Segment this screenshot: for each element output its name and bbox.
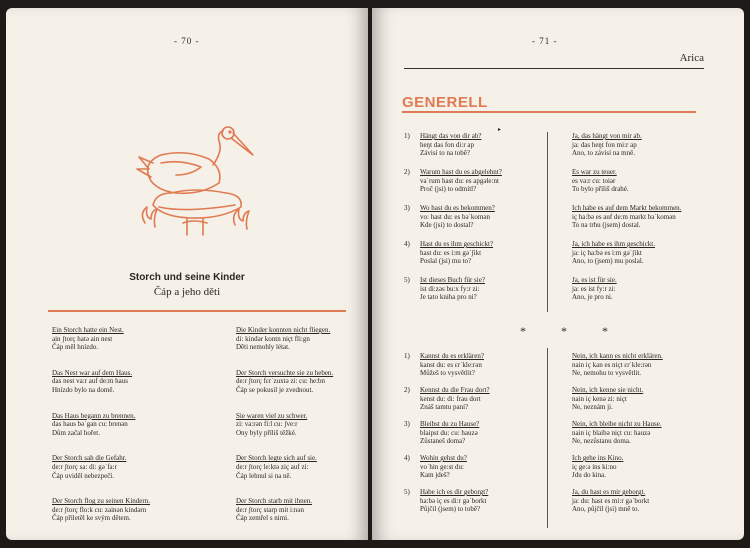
- sentence-czech: Děti nemohly létat.: [236, 343, 290, 352]
- story-column-1: [52, 326, 192, 540]
- answer-czech: Ano, to závisí na mně.: [572, 149, 635, 157]
- sentence-pronunciation: de:r ʃtorç fɛrˈzuxtə zi: cu: he:bn: [236, 377, 326, 386]
- sentence-czech: Hnízdo bylo na domě.: [52, 385, 115, 394]
- story-column-2: [236, 326, 368, 540]
- sentence-block: [236, 454, 368, 480]
- running-head: Arica: [679, 52, 704, 64]
- answer: [572, 276, 712, 302]
- sentence-german: Sie waren viel zu schwer.: [236, 411, 308, 420]
- question: [420, 276, 560, 302]
- answer-czech: To na trhu (jsem) dostal.: [572, 221, 641, 229]
- sentence-german: Der Storch sah die Gefahr.: [52, 454, 127, 463]
- section-separator: * * *: [520, 324, 624, 338]
- question-czech: Závisí to na tobě?: [420, 149, 470, 157]
- question-pronunciation: voˈhin ge:st du:: [420, 462, 464, 471]
- item-number: 4): [404, 454, 410, 462]
- answer-german: Ich gehe ins Kino.: [572, 454, 624, 462]
- answer-german: Ja, das hängt von mir ab.: [572, 132, 642, 140]
- item-number: 2): [404, 168, 410, 176]
- sentence-pronunciation: das haus bəˈgan cu: brenən: [52, 420, 128, 429]
- question: [420, 386, 560, 412]
- question-german: Wo hast du es bekommen?: [420, 204, 495, 212]
- sentence-block: [236, 497, 368, 523]
- sentence-block: [52, 454, 192, 480]
- sentence-czech: Čáp se pokusil je zvednout.: [236, 385, 314, 394]
- sentence-german: Der Storch starb mit ihnen.: [236, 497, 313, 506]
- question-german: Habe ich es dir geborgt?: [420, 488, 489, 496]
- sentence-pronunciation: zi: va:rən fi:l cu: ʃve:r: [236, 420, 298, 429]
- sentence-pronunciation: di: kindər kontn niçt fli:gn: [236, 334, 310, 343]
- sentence-block: [52, 369, 192, 395]
- question-german: Kennst du die Frau dort?: [420, 386, 490, 394]
- answer: [572, 204, 712, 230]
- item-number: 4): [404, 240, 410, 248]
- question: [420, 454, 560, 480]
- answer-pronunciation: es va:r cu: toiər: [572, 176, 616, 185]
- item-number: 1): [404, 352, 410, 360]
- question-pronunciation: ha:bə iç es di:r gəˈborkt: [420, 496, 487, 505]
- sentence-german: Die Kinder konnten nicht fliegen.: [236, 326, 331, 334]
- sentence-german: Das Haus begann zu brennen.: [52, 411, 136, 420]
- answer-czech: Ne, neznám ji.: [572, 403, 613, 411]
- sentence-pronunciation: de:r ʃtorç le:ktə ziç auf zi:: [236, 462, 309, 471]
- question-czech: Znáš tamtu paní?: [420, 403, 469, 411]
- question-czech: Půjčil (jsem) to tobě?: [420, 505, 481, 513]
- question-pronunciation: ist di:zəs bu:x fy:r zi:: [420, 284, 480, 293]
- question-pronunciation: vaˈrum hast du: es apgəle:nt: [420, 176, 499, 185]
- right-page: [372, 8, 744, 540]
- question-german: Hängt das von dir ab?: [420, 132, 482, 140]
- answer-german: Ja, es ist für sie.: [572, 276, 617, 284]
- answer-pronunciation: nain iç blaibə niçt cu: hauzə: [572, 428, 651, 437]
- question: [420, 488, 560, 514]
- stork-illustration: [131, 123, 261, 238]
- sentence-german: Das Nest war auf dem Haus.: [52, 368, 133, 377]
- question-pronunciation: vo: hast du: es bəˈkomən: [420, 212, 490, 221]
- question-czech: Proč (jsi) to odmítl?: [420, 185, 477, 193]
- qa-item: [404, 276, 714, 316]
- answer-pronunciation: nain iç kenə zi: niçt: [572, 394, 627, 403]
- question-german: Wohin gehst du?: [420, 454, 467, 462]
- answer-german: Nein, ich kann es nicht erklären.: [572, 352, 663, 360]
- sentence-block: [52, 412, 192, 438]
- question-czech: Můžeš to vysvětlit?: [420, 369, 475, 377]
- question-pronunciation: hast du: es i:m gəˈʃikt: [420, 248, 482, 257]
- qa-item: [404, 204, 714, 244]
- sentence-pronunciation: de:r ʃtorç sa: di: gəˈfa:r: [52, 462, 117, 471]
- answer-pronunciation: iç ha:bə es auf de:m markt bəˈkomən: [572, 212, 676, 221]
- answer-czech: Ano, to (jsem) mu poslal.: [572, 257, 644, 265]
- answer-czech: Ne, nemohu to vysvětlit.: [572, 369, 642, 377]
- answer: [572, 240, 712, 266]
- answer: [572, 454, 712, 480]
- pointer-mark-icon: ▸: [498, 127, 502, 133]
- sentence-german: Der Storch flog zu seinen Kindern.: [52, 497, 150, 506]
- answer-pronunciation: nain iç kan es niçt ɛrˈkle:rən: [572, 360, 652, 369]
- answer-czech: Ano, půjčil (jsi) mně to.: [572, 505, 640, 513]
- question-czech: Kam jdeš?: [420, 471, 450, 479]
- sentence-block: [236, 326, 368, 352]
- sentence-german: Ein Storch hatte ein Nest.: [52, 326, 124, 334]
- page-number: - 71 -: [532, 36, 558, 46]
- answer-czech: Jdu do kina.: [572, 471, 607, 479]
- answer: [572, 168, 712, 194]
- page-number: - 70 -: [174, 36, 200, 46]
- answer-german: Nein, ich kenne sie nicht.: [572, 386, 644, 394]
- question-pronunciation: heŋt das fon di:r ap: [420, 140, 475, 149]
- answer-pronunciation: ja: du: hast es mi:r gəˈborkt: [572, 496, 650, 505]
- sentence-pronunciation: de:r ʃtorç flo:k cu: zainən kindərn: [52, 505, 147, 514]
- item-number: 5): [404, 488, 410, 496]
- answer-czech: Ano, je pro ni.: [572, 293, 613, 301]
- qa-item: [404, 488, 714, 528]
- answer-pronunciation: ja: es ist fy:r zi:: [572, 284, 616, 293]
- question-czech: Poslal (jsi) mu to?: [420, 257, 472, 265]
- qa-item: [404, 132, 714, 172]
- sentence-czech: Čáp přiletěl ke svým dětem.: [52, 514, 131, 523]
- answer-german: Ich habe es auf dem Markt bekommen.: [572, 204, 682, 212]
- sentence-czech: Čáp zemřel s nimi.: [236, 514, 289, 523]
- sentence-czech: Dům začal hořet.: [52, 428, 101, 437]
- answer-czech: To bylo příliš drahé.: [572, 185, 629, 193]
- left-page: [6, 8, 368, 540]
- sentence-czech: Čáp lehnul si na ně.: [236, 471, 292, 480]
- question-czech: Kde (jsi) to dostal?: [420, 221, 474, 229]
- answer-pronunciation: ja: das heŋt fon mi:r ap: [572, 140, 637, 149]
- answer-german: Ja, ich habe es ihm geschickt.: [572, 240, 656, 248]
- answer: [572, 352, 712, 378]
- answer: [572, 386, 712, 412]
- answer: [572, 488, 712, 514]
- sentence-czech: Ony byly příliš těžké.: [236, 428, 297, 437]
- question-german: Hast du es ihm geschickt?: [420, 240, 494, 248]
- question-german: Bleibst du zu Hause?: [420, 420, 480, 428]
- question-german: Warum hast du es abgelehnt?: [420, 168, 502, 176]
- question-czech: Je tato kniha pro ni?: [420, 293, 477, 301]
- sentence-pronunciation: de:r ʃtorç starp mit i:nən: [236, 505, 305, 514]
- question: [420, 132, 560, 158]
- item-number: 2): [404, 386, 410, 394]
- question-czech: Zůstaneš doma?: [420, 437, 466, 445]
- question: [420, 352, 560, 378]
- item-number: 1): [404, 132, 410, 140]
- answer-german: Es war zu teuer.: [572, 168, 617, 176]
- answer: [572, 132, 712, 158]
- sentence-czech: Čáp uviděl nebezpečí.: [52, 471, 115, 480]
- question-pronunciation: kenst du: di: frau dort: [420, 394, 481, 403]
- qa-item: [404, 168, 714, 208]
- sentence-german: Der Storch legte sich auf sie.: [236, 454, 317, 463]
- question: [420, 240, 560, 266]
- sentence-czech: Čáp měl hnízdo.: [52, 343, 99, 352]
- qa-item: [404, 240, 714, 280]
- question: [420, 204, 560, 230]
- question-pronunciation: blaipst du: cu: hauzə: [420, 428, 478, 437]
- story-title-czech: Čáp a jeho děti: [153, 286, 221, 298]
- section-title: GENERELL: [402, 94, 488, 111]
- question-pronunciation: kanst du: es ɛrˈkle:rən: [420, 360, 482, 369]
- question-german: Ist dieses Buch für sie?: [420, 276, 485, 284]
- answer-german: Nein, ich bleibe nicht zu Hause.: [572, 420, 662, 428]
- sentence-block: [52, 497, 192, 523]
- sentence-german: Der Storch versuchte sie zu heben.: [236, 368, 334, 377]
- sentence-block: [236, 369, 368, 395]
- item-number: 5): [404, 276, 410, 284]
- question-german: Kannst du es erklären?: [420, 352, 484, 360]
- story-title-german: Storch und seine Kinder: [129, 272, 245, 283]
- answer-czech: Ne, nezůstanu doma.: [572, 437, 631, 445]
- sentence-block: [52, 326, 192, 352]
- item-number: 3): [404, 420, 410, 428]
- title-divider: [48, 310, 346, 312]
- question: [420, 420, 560, 446]
- sentence-block: [236, 412, 368, 438]
- sentence-pronunciation: ain ʃtorç hatə ain nest: [52, 334, 113, 343]
- answer-pronunciation: ja: iç ha:bə es i:m gəˈʃikt: [572, 248, 642, 257]
- question: [420, 168, 560, 194]
- header-rule: [404, 68, 704, 69]
- sentence-pronunciation: das nest va:r auf de:m haus: [52, 377, 129, 386]
- section-divider: [402, 111, 696, 113]
- item-number: 3): [404, 204, 410, 212]
- answer: [572, 420, 712, 446]
- answer-pronunciation: iç ge:ə ins ki:no: [572, 462, 617, 471]
- answer-german: Ja, du hast es mir geborgt.: [572, 488, 646, 496]
